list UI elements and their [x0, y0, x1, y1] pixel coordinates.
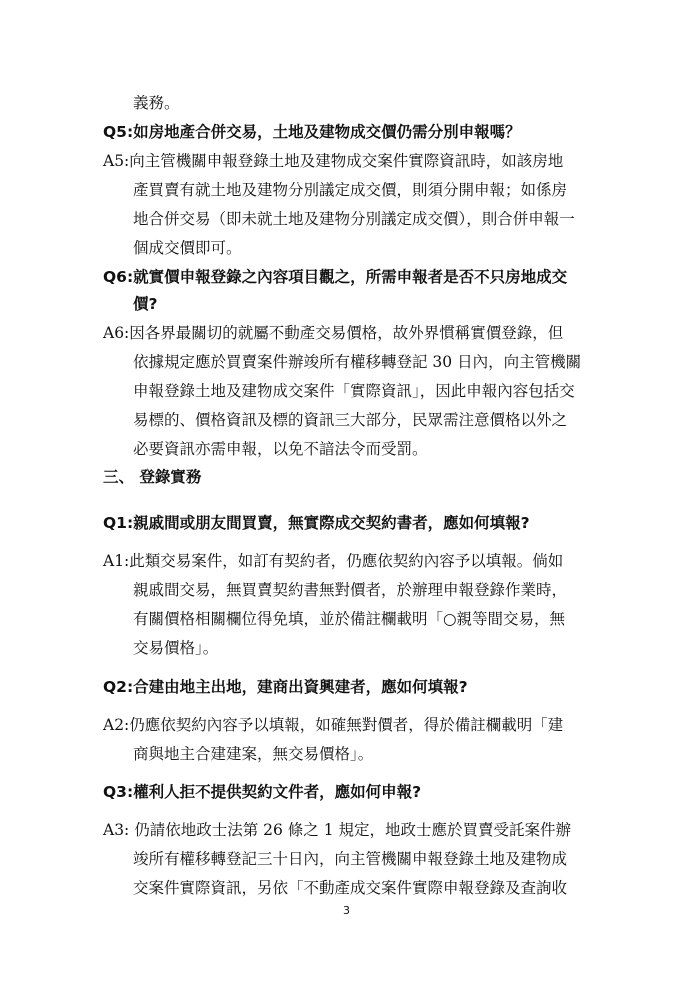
answer-line: A6:因各界最關切的就屬不動產交易價格，故外界慣稱實價登錄，但 [103, 324, 564, 342]
question-heading-q3: Q3:權利人拒不提供契約文件者，應如何申報? [103, 783, 422, 801]
answer-line: 交易價格」。 [133, 639, 219, 657]
answer-line: 產買賣有就土地及建物分別議定成交價，則須分開申報；如係房 [133, 181, 568, 199]
answer-line: 個成交價即可。 [133, 239, 242, 257]
answer-line: 商與地主合建建案，無交易價格」。 [133, 745, 374, 763]
page-number: 3 [343, 904, 350, 917]
answer-line: A5:向主管機關申報登錄土地及建物成交案件實際資訊時，如該房地 [103, 152, 564, 170]
answer-line: 交案件實際資訊，另依「不動產成交案件實際申報登錄及查詢收 [133, 879, 568, 897]
answer-line: 易標的、價格資訊及標的資訊三大部分，民眾需注意價格以外之 [133, 411, 568, 429]
question-heading-q6: Q6:就實價申報登錄之內容項目觀之，所需申報者是否不只房地成交 [103, 268, 568, 286]
question-heading-q1: Q1:親戚間或朋友間買賣，無實際成交契約書者，應如何填報? [103, 514, 530, 532]
answer-line: 必要資訊亦需申報，以免不諳法令而受罰。 [133, 440, 428, 458]
answer-line: 依據規定應於買賣案件辦竣所有權移轉登記 30 日內，向主管機關 [133, 353, 582, 371]
answer-line: A1:此類交易案件，如訂有契約者，仍應依契約內容予以填報。倘如 [103, 552, 564, 570]
answer-line: 竣所有權移轉登記三十日內，向主管機關申報登錄土地及建物成 [133, 850, 568, 868]
answer-line: 地合併交易（即未就土地及建物分別議定成交價），則合併申報一 [133, 210, 575, 228]
answer-line: 申報登錄土地及建物成交案件「實際資訊」，因此申報內容包括交 [133, 382, 575, 400]
answer-line: A2:仍應依契約內容予以填報，如確無對價者，得於備註欄載明「建 [103, 716, 564, 734]
answer-line: 親戚間交易，無買賣契約書無對價者，於辦理申報登錄作業時， [133, 581, 568, 599]
section-heading: 三、 登錄實務 [103, 468, 202, 486]
text-line: 義務。 [133, 94, 180, 112]
answer-line: A3: 仍請依地政士法第 26 條之 1 規定，地政士應於買賣受託案件辦 [103, 821, 571, 839]
answer-line: 有關價格相關欄位得免填，並於備註欄載明「○親等間交易，無 [133, 610, 566, 628]
question-heading-q2: Q2:合建由地主出地，建商出資興建者，應如何填報? [103, 678, 468, 696]
question-heading-q5: Q5:如房地產合併交易，土地及建物成交價仍需分別申報嗎？ [103, 123, 521, 141]
question-heading-q6-cont: 價? [133, 295, 158, 313]
